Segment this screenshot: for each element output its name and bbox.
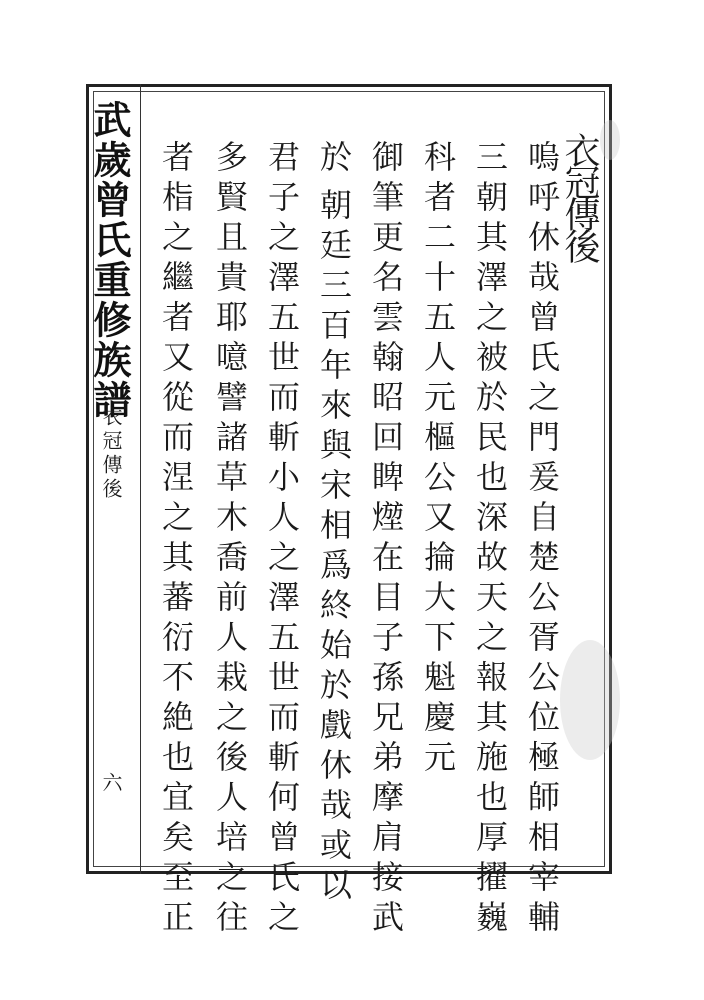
text-column-5: 於 xyxy=(315,140,353,180)
section-heading: 衣冠傳後 xyxy=(559,132,600,260)
text-column-2: 三朝其澤之被於民也深故天之報其施也厚擢巍 xyxy=(471,140,509,940)
spine-title: 武歲曾氏重修族譜 xyxy=(87,100,132,420)
paper-smudge xyxy=(560,640,620,760)
spine-divider xyxy=(140,84,141,874)
text-column-6: 君子之澤五世而斬小人之澤五世而斬何曾氏之 xyxy=(263,140,301,940)
text-column-7: 多賢且貴耶噫譬諸草木喬前人栽之後人培之往 xyxy=(211,140,249,940)
text-column-1: 嗚呼休哉曾氏之門爰自楚公胥公位極師相宰輔 xyxy=(523,140,561,940)
page-number: 六 xyxy=(99,772,123,792)
text-column-3: 科者二十五人元樞公又掄大下魁慶元 xyxy=(419,140,457,780)
text-column-4: 御筆更名雲翰昭回睥𤍣在目子孫兄弟摩肩接武 xyxy=(367,140,405,940)
spine-section-label: 衣冠傳後 xyxy=(99,406,123,502)
paper-smudge xyxy=(600,120,620,160)
text-column-8: 者栺之繼者又從而涅之其蕃衍不絶也宜矣至正 xyxy=(157,140,195,940)
text-column-5b: 朝廷三百年來與宋相爲終始於戲休哉或以 xyxy=(315,188,353,908)
